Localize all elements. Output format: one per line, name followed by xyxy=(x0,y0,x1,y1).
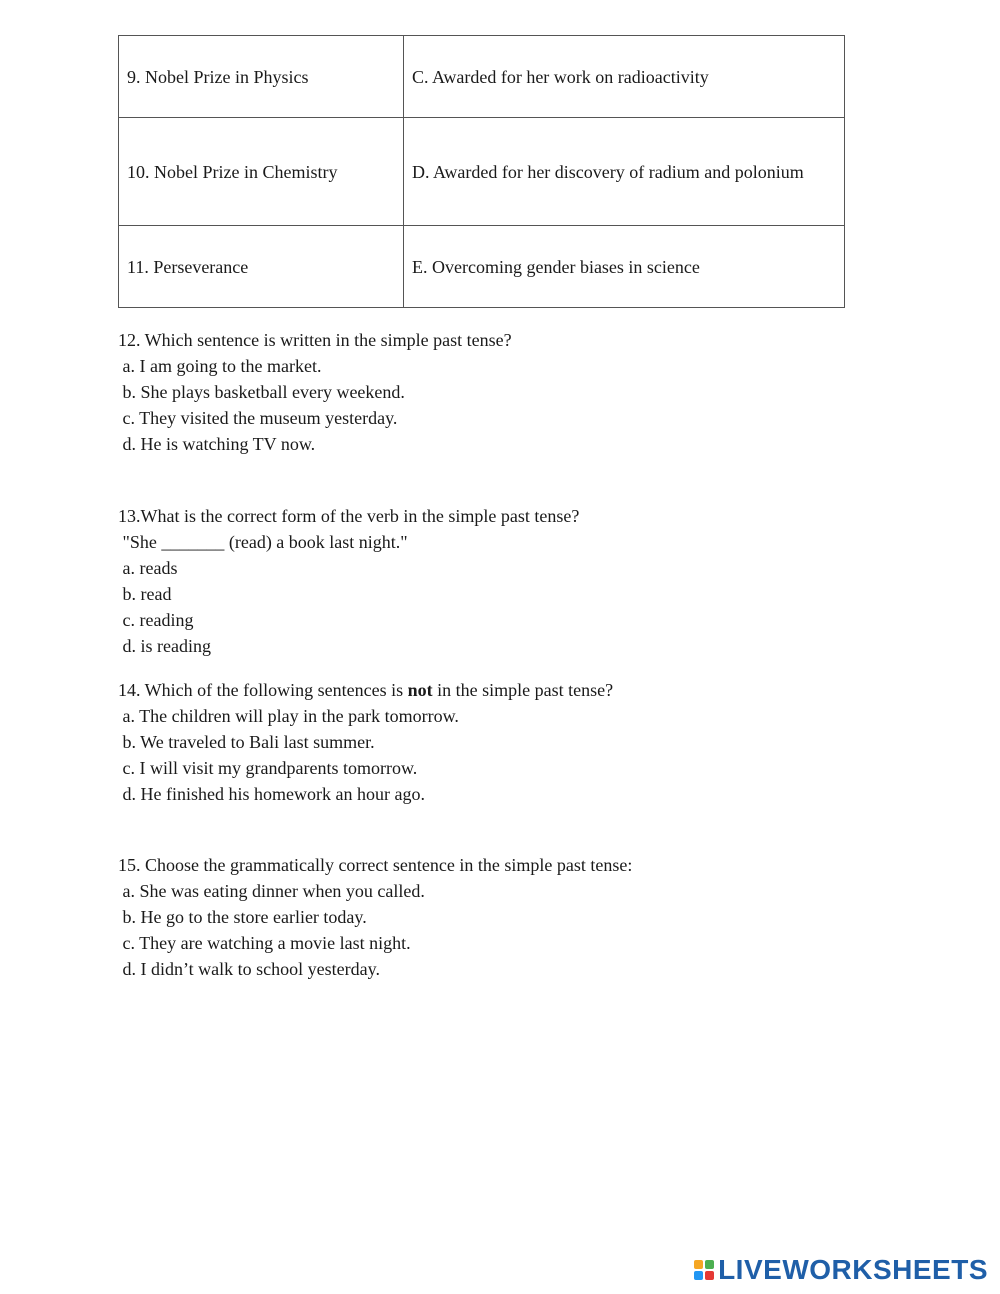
option-b: b. She plays basketball every weekend. xyxy=(118,382,405,402)
term-cell: 9. Nobel Prize in Physics xyxy=(119,36,404,118)
option-c: c. reading xyxy=(118,610,194,630)
table-row xyxy=(119,118,845,226)
question-13 xyxy=(118,503,579,659)
question-14 xyxy=(118,677,613,807)
option-d: d. I didn’t walk to school yesterday. xyxy=(118,959,380,979)
question-sentence: "She _______ (read) a book last night." xyxy=(118,532,408,552)
stem-emphasis: not xyxy=(407,680,433,700)
question-15 xyxy=(118,852,632,982)
option-a: a. I am going to the market. xyxy=(118,356,322,376)
liveworksheets-logo xyxy=(694,1254,988,1286)
term-cell: 10. Nobel Prize in Chemistry xyxy=(119,118,404,226)
option-a: a. She was eating dinner when you called. xyxy=(118,881,425,901)
option-c: c. They are watching a movie last night. xyxy=(118,933,411,953)
logo-tile xyxy=(694,1271,703,1280)
stem-before: 14. Which of the following sentences is xyxy=(118,680,408,700)
definition-cell: D. Awarded for her discovery of radium and polonium xyxy=(404,118,845,226)
option-c: c. They visited the museum yesterday. xyxy=(118,408,398,428)
table-row xyxy=(119,226,845,308)
definition-cell: E. Overcoming gender biases in science xyxy=(404,226,845,308)
option-a: a. reads xyxy=(118,558,178,578)
question-stem: 15. Choose the grammatically correct sentence in the simple past tense: xyxy=(118,855,633,875)
question-stem: 13.What is the correct form of the verb in the simple past tense? xyxy=(118,506,580,526)
question-stem xyxy=(118,677,613,703)
option-d: d. He finished his homework an hour ago. xyxy=(118,784,425,804)
logo-tile xyxy=(705,1271,714,1280)
option-b: b. We traveled to Bali last summer. xyxy=(118,732,375,752)
logo-tile xyxy=(694,1260,703,1269)
option-c: c. I will visit my grandparents tomorrow. xyxy=(118,758,418,778)
table-row xyxy=(119,36,845,118)
option-d: d. is reading xyxy=(118,636,211,656)
logo-tiles-icon xyxy=(694,1260,714,1280)
logo-tile xyxy=(705,1260,714,1269)
option-b: b. read xyxy=(118,584,172,604)
stem-after: in the simple past tense? xyxy=(432,680,614,700)
definition-cell: C. Awarded for her work on radioactivity xyxy=(404,36,845,118)
option-d: d. He is watching TV now. xyxy=(118,434,316,454)
question-12 xyxy=(118,327,512,457)
question-stem: 12. Which sentence is written in the simple past tense? xyxy=(118,330,512,350)
term-cell: 11. Perseverance xyxy=(119,226,404,308)
matching-table xyxy=(118,35,845,308)
brand-name: LIVEWORKSHEETS xyxy=(718,1254,988,1285)
option-a: a. The children will play in the park tomorrow. xyxy=(118,706,459,726)
option-b: b. He go to the store earlier today. xyxy=(118,907,367,927)
